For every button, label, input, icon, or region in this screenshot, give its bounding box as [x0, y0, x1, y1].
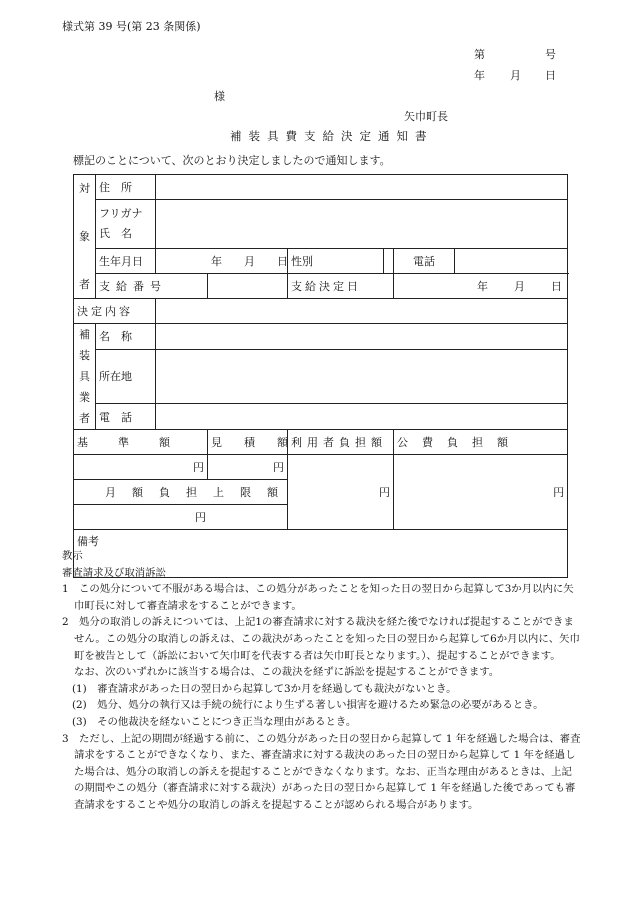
monthly-limit-label: 月額負担上限額	[74, 480, 288, 505]
decision-form-table	[73, 174, 568, 578]
public-burden-label: 公費負担額	[394, 430, 568, 455]
date-day: 日	[545, 69, 556, 82]
monthly-limit-value: 円	[74, 505, 288, 530]
vendor-label: 補 装 具 業 者	[74, 324, 96, 430]
instructions-heading: 教示	[62, 550, 83, 562]
note-item-3: 3 ただし、上記の期間が経過する前に、この処分があった日の翌日から起算して 1 年を経過した場合は、審査請求をすることができなくなり、また、審査請求に対する裁決のあった日の翌日から起算して 1 年を経過した場合は、処分の取消しの訴えを提起することができなくなります。なお、正当な理由があるときは、上記の期間やこの処分（審査請求に対する裁決）があった日の翌日から起算して 1 年を経過した後であっても審査請求をすることや処分の取消しの訴えを提起することが認められる場合があります。	[62, 732, 581, 811]
intro-text: 標記のことについて、次のとおり決定しましたので通知します。	[73, 154, 391, 167]
decision-date-label: 支給決定日	[288, 274, 394, 299]
note-item-1: 1 この処分について不服がある場合は、この処分があったことを知った日の翌日から起算して3か月以内に矢巾町長に対して審査請求をすることができます。	[62, 583, 574, 612]
user-burden-value: 円	[288, 455, 394, 530]
vendor-location-value	[156, 349, 568, 404]
standard-amount-label: 基準額	[74, 430, 208, 455]
vendor-phone-value	[156, 404, 568, 430]
note-item-2b: なお、次のいずれかに該当する場合は、この裁決を経ずに訴訟を提起することができます。	[74, 666, 500, 679]
note-sub-1: (1) 審査請求があった日の翌日から起算して3か月を経過しても裁決がないとき。	[72, 682, 457, 695]
furigana-name-label: フリガナ 氏 名	[96, 200, 156, 249]
standard-amount-value: 円	[74, 455, 208, 480]
appeal-heading: 審査請求及び取消訴訟	[62, 566, 166, 579]
issuer: 矢巾町長	[404, 110, 448, 123]
addressee-suffix: 様	[214, 90, 225, 103]
phone-label: 電話	[394, 249, 455, 274]
name-value	[156, 200, 568, 249]
payment-number-value	[208, 274, 288, 299]
vendor-name-value	[156, 324, 568, 350]
decision-content-label: 決定内容	[74, 299, 156, 324]
date-month: 月	[510, 69, 521, 82]
note-item-2: 2 処分の取消しの訴えについては、上記1の審査請求に対する裁決を経た後でなければ提起することができません。この処分の取消しの訴えは、この裁決があったことを知った日の翌日から起算して6か月以内に、矢巾町を被告として（訴訟において矢巾町を代表する者は矢巾町長となります。）、提起することができます。	[62, 616, 580, 662]
vendor-name-label: 名 称	[96, 324, 156, 350]
decision-date-value: 年 月 日	[394, 274, 568, 299]
birthdate-label: 生年月日	[96, 249, 156, 274]
vendor-phone-label: 電 話	[96, 404, 156, 430]
vendor-location-label: 所在地	[96, 349, 156, 404]
note-sub-3: (3) その他裁決を経ないことにつき正当な理由があるとき。	[72, 715, 357, 728]
date-year: 年	[474, 69, 485, 82]
doc-number-label: 第	[474, 48, 485, 61]
estimate-amount-label: 見積額	[208, 430, 288, 455]
sex-label: 性別	[288, 249, 384, 274]
note-sub-2: (2) 処分、処分の執行又は手続の続行により生ずる著しい損害を避けるため緊急の必要があるとき。	[72, 699, 544, 712]
birthdate-value: 年 月 日	[156, 249, 288, 274]
estimate-amount-value: 円	[208, 455, 288, 480]
subject-label: 対 象 者	[74, 175, 96, 299]
decision-content-value	[156, 299, 568, 324]
public-burden-value: 円	[394, 455, 568, 530]
instructions	[62, 548, 582, 814]
form-number: 様式第 39 号(第 23 条関係)	[62, 20, 201, 33]
doc-number-suffix: 号	[545, 48, 556, 61]
phone-value	[455, 249, 568, 274]
document-title: 補装具費支給決定通知書	[230, 129, 434, 143]
sex-value	[384, 249, 394, 274]
user-burden-label: 利用者負担額	[288, 430, 394, 455]
address-label: 住 所	[96, 175, 156, 200]
remarks: 備考	[74, 530, 568, 578]
payment-number-label: 支給番号	[96, 274, 208, 299]
address-value	[156, 175, 568, 200]
